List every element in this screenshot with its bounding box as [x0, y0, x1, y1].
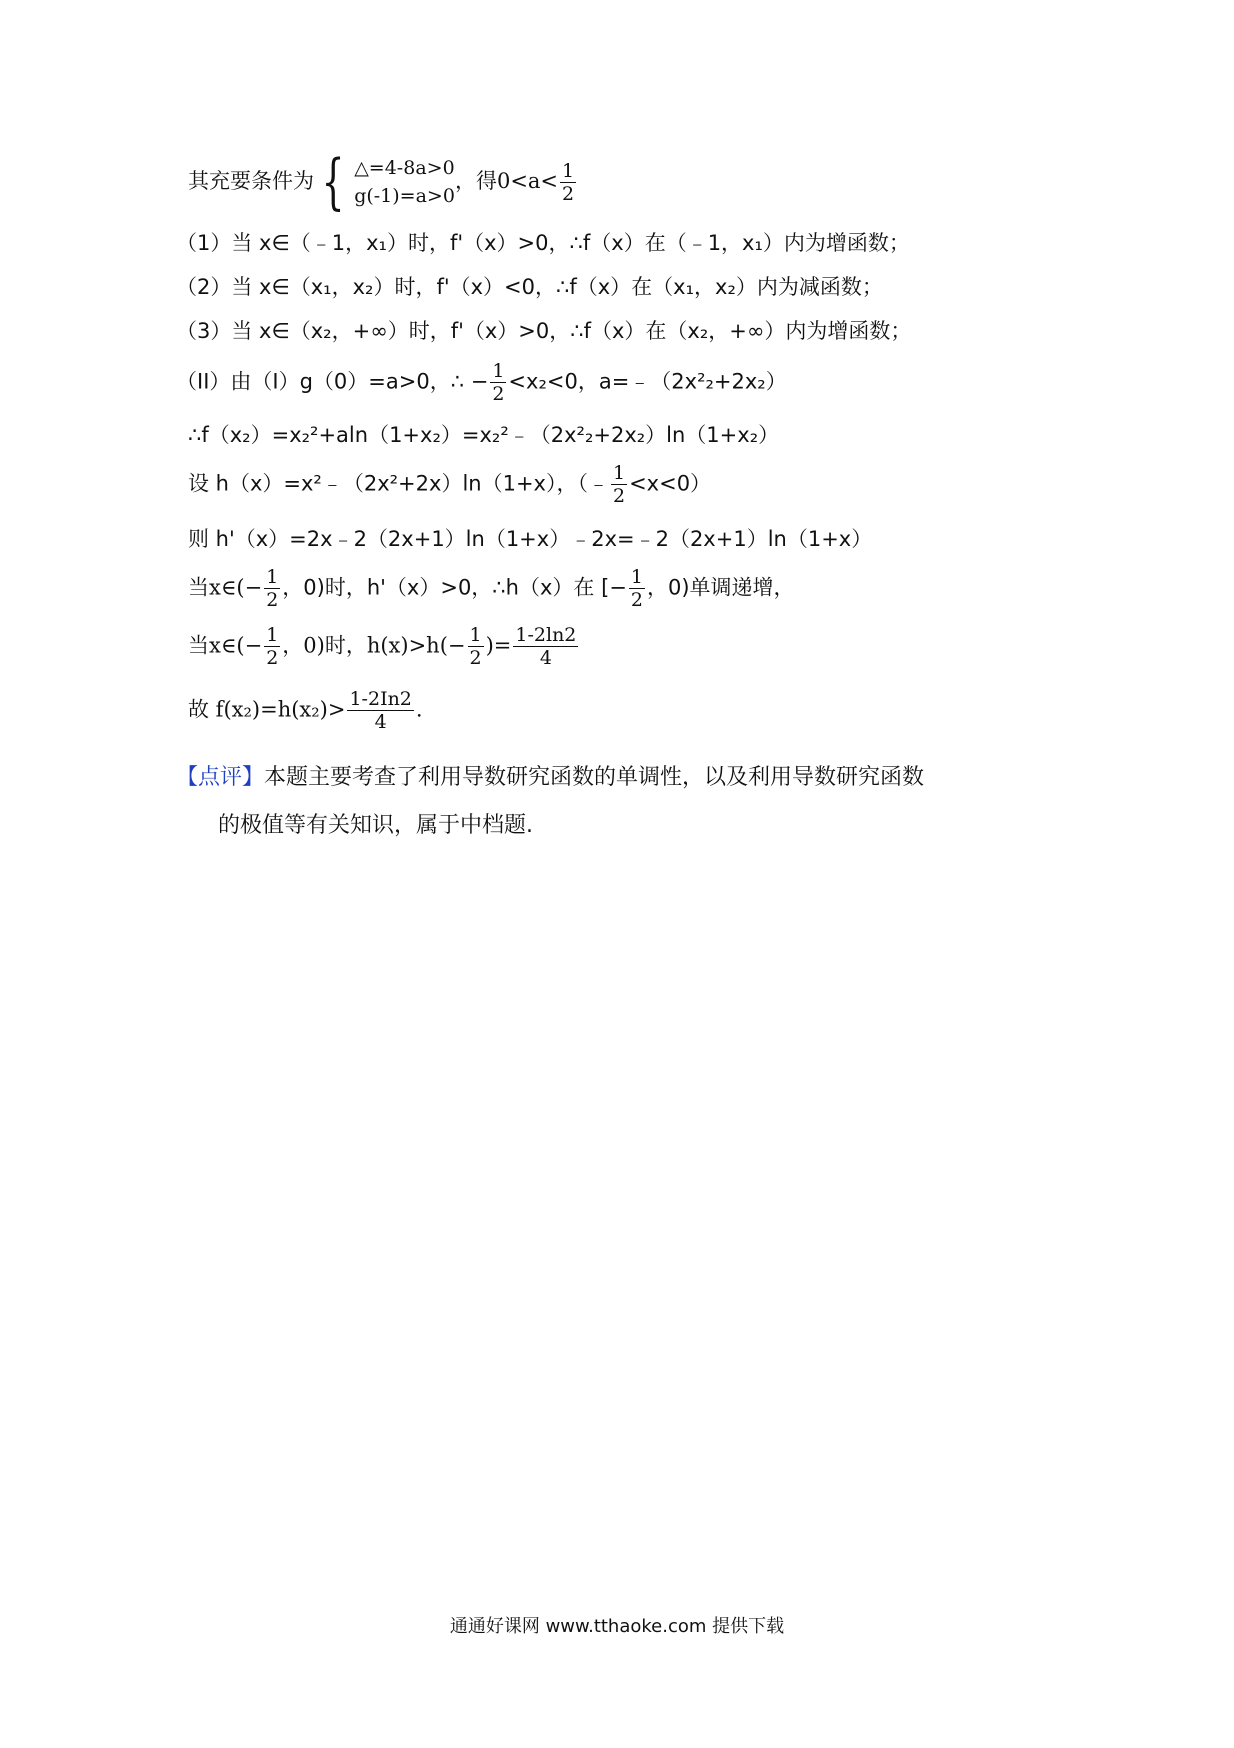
review-text-1: 本题主要考查了利用导数研究函数的单调性，以及利用导数研究函数	[264, 765, 925, 790]
case-1-line: （1）当 x∈（﹣1，x₁）时，f'（x）>0，∴f（x）在（﹣1，x₁）内为增函数；	[176, 231, 910, 255]
case-2-line: （2）当 x∈（x₁，x₂）时，f'（x）<0，∴f（x）在（x₁，x₂）内为减函数；	[176, 275, 883, 299]
review-label: 【点评】	[176, 765, 265, 790]
conclusion-line: 故 f(x₂)=h(x₂)> $\frac{1-2In2}{4}$ .	[188, 688, 423, 733]
fraction-half: $\frac{1}{2}$	[266, 566, 279, 611]
fraction-half: $\frac{1}{2}$	[469, 624, 482, 669]
review-paragraph	[176, 754, 1056, 802]
fraction-bound: $\frac{1-2\ln 2}{4}$	[515, 624, 577, 669]
case-3-line: （3）当 x∈（x₂，+∞）时，f'（x）>0，∴f（x）在（x₂，+∞）内为增函数；	[176, 319, 912, 343]
system-row-2: g(-1)=a>0	[354, 185, 455, 207]
inequality-system	[314, 147, 455, 217]
bound-line: 当x∈(− $\frac{1}{2}$ ，0)时，h(x)>h(− $\frac{1}{2}$ )= $\frac{1-2\ln 2}{4}$	[188, 624, 577, 669]
condition-line	[188, 147, 578, 217]
fraction-half: $\frac{1}{2}$	[612, 462, 626, 507]
fraction-half: $\frac{1}{2}$	[562, 159, 575, 205]
fraction-half: $\frac{1}{2}$	[266, 624, 279, 669]
system-row-1: △=4-8a>0	[354, 157, 455, 179]
fraction-bound: $\frac{1-2In2}{4}$	[349, 688, 412, 733]
footer-credit: 通通好课网 www.tthaoke.com 提供下载	[449, 1616, 785, 1637]
fraction-half: $\frac{1}{2}$	[492, 360, 505, 405]
left-brace: {	[321, 147, 345, 217]
monotone-line: 当x∈(− $\frac{1}{2}$ ，0)时，h'（x）>0，∴h（x）在 [− $\frac{1}{2}$ ，0)单调递增，	[188, 566, 795, 611]
review-text-2: 的极值等有关知识，属于中档题.	[218, 813, 533, 838]
condition-result: ，得0<a<	[454, 169, 559, 193]
condition-prefix: 其充要条件为	[188, 169, 314, 193]
part-2-line: （II）由（I）g（0）=a>0，∴ − $\frac{1}{2}$ <x₂<0，a=﹣（2x²₂+2x₂）	[176, 360, 787, 405]
define-h-line: 设 h（x）=x²﹣（2x²+2x）ln（1+x），（﹣ $\frac{1}{2}$ <x<0）	[188, 462, 712, 507]
fraction-half: $\frac{1}{2}$	[630, 566, 643, 611]
f-x2-line: ∴f（x₂）=x₂²+aln（1+x₂）=x₂²﹣（2x²₂+2x₂）ln（1+x₂）	[188, 423, 780, 447]
derivative-h-line: 则 h'（x）=2x﹣2（2x+1）ln（1+x）﹣2x=﹣2（2x+1）ln（1+x）	[188, 527, 873, 551]
